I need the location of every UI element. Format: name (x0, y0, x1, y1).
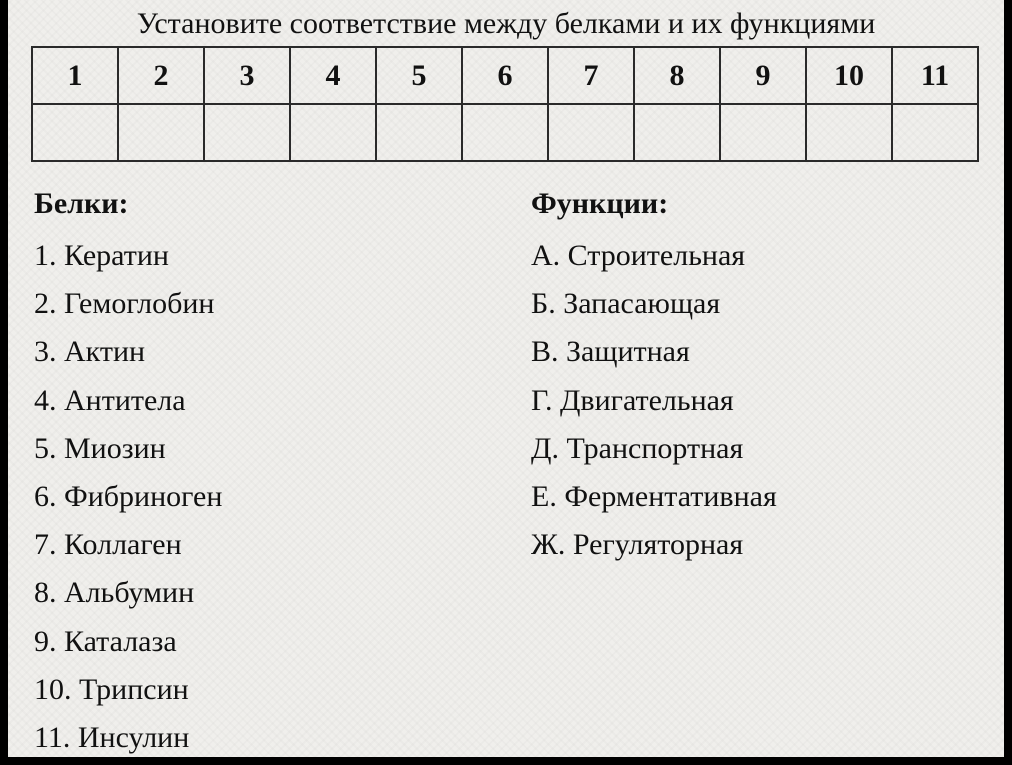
answer-cell (548, 104, 634, 161)
answer-cell (892, 104, 978, 161)
answer-cell (806, 104, 892, 161)
function-item: Ж. Регуляторная (531, 528, 744, 562)
answer-table-answer-row (32, 104, 978, 161)
answer-cell (290, 104, 376, 161)
protein-item: 2. Гемоглобин (34, 287, 215, 321)
answer-cell (634, 104, 720, 161)
functions-list (531, 232, 991, 569)
proteins-list (34, 232, 474, 762)
answer-table-header-row (32, 47, 978, 104)
protein-item: 3. Актин (34, 335, 146, 369)
protein-item: 9. Каталаза (34, 624, 177, 658)
functions-heading: Функции: (531, 187, 669, 220)
answer-cell (204, 104, 290, 161)
answer-cell (32, 104, 118, 161)
answer-table-header-cell: 1 (32, 47, 118, 104)
function-item: Г. Двигательная (531, 383, 734, 417)
function-item: Б. Запасающая (531, 287, 721, 321)
answer-cell (720, 104, 806, 161)
answer-table-header-cell: 4 (290, 47, 376, 104)
protein-item: 5. Миозин (34, 431, 166, 465)
answer-table-header-cell: 8 (634, 47, 720, 104)
protein-item: 11. Инсулин (34, 720, 190, 754)
function-item: В. Защитная (531, 335, 690, 369)
worksheet-title: Установите соответствие между белками и их функциями (136, 7, 876, 40)
answer-table-header-cell: 6 (462, 47, 548, 104)
answer-cell (462, 104, 548, 161)
answer-table-header-cell: 3 (204, 47, 290, 104)
answer-table-header-cell: 10 (806, 47, 892, 104)
function-item: Д. Транспортная (531, 431, 744, 465)
proteins-column (34, 186, 474, 762)
protein-item: 10. Трипсин (34, 672, 189, 706)
answer-cell (118, 104, 204, 161)
protein-item: 8. Альбумин (34, 576, 195, 610)
protein-item: 4. Антитела (34, 383, 186, 417)
answer-table-header-cell: 7 (548, 47, 634, 104)
answer-cell (376, 104, 462, 161)
answer-table-header-cell: 11 (892, 47, 978, 104)
answer-table-header-cell: 9 (720, 47, 806, 104)
protein-item: 6. Фибриноген (34, 479, 223, 513)
protein-item: 1. Кератин (34, 239, 169, 272)
proteins-heading: Белки: (34, 187, 129, 220)
function-item: Е. Ферментативная (531, 479, 777, 513)
answer-table-header-cell: 5 (376, 47, 462, 104)
protein-item: 7. Коллаген (34, 528, 182, 562)
functions-column (531, 186, 991, 569)
answer-table (31, 46, 979, 162)
function-item: А. Строительная (531, 239, 746, 272)
answer-table-header-cell: 2 (118, 47, 204, 104)
